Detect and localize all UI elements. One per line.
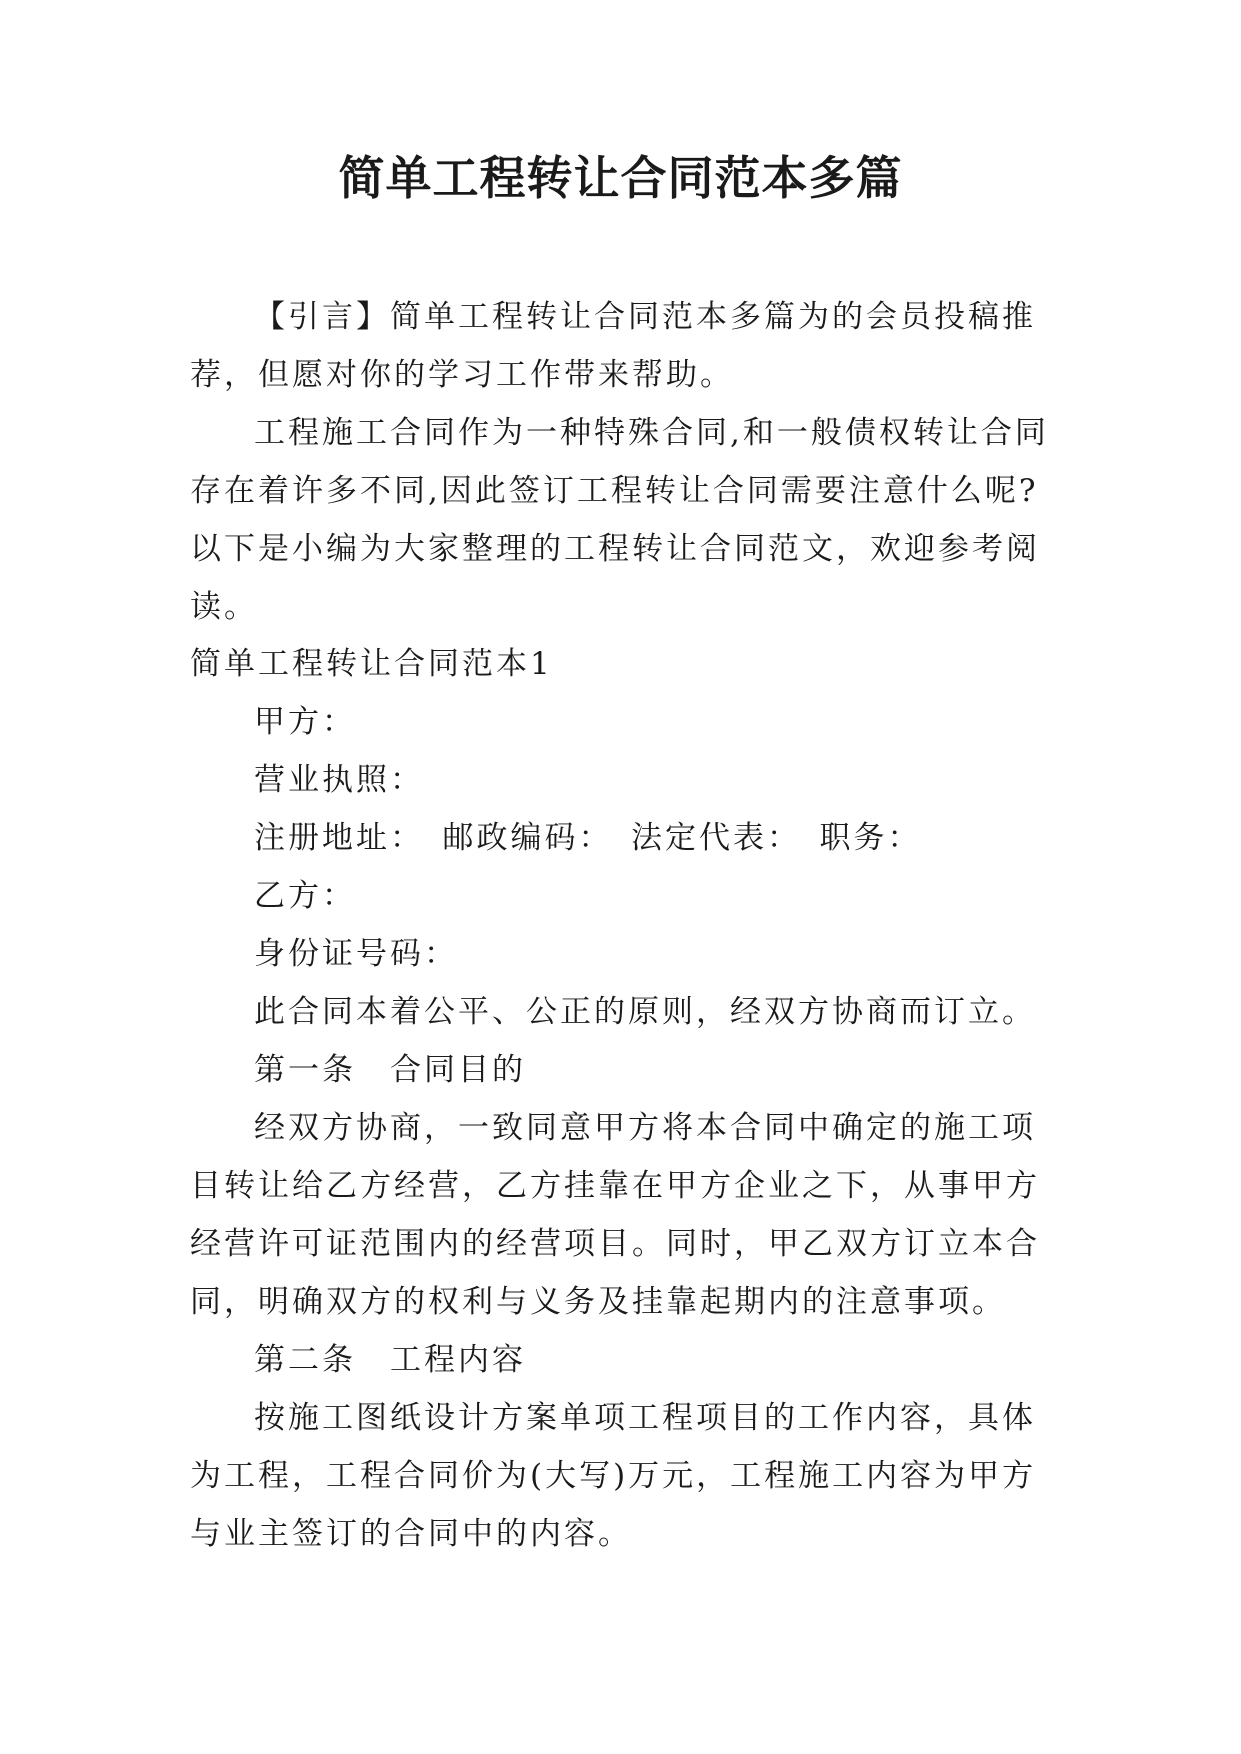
id-number-line: 身份证号码： — [254, 936, 458, 972]
document-title: 简单工程转让合同范本多篇 — [338, 151, 903, 205]
business-license-line: 营业执照： — [254, 762, 424, 798]
article-2-heading: 第二条 工程内容 — [254, 1342, 526, 1378]
principle-paragraph: 此合同本着公平、公正的原则，经双方协商而订立。 — [254, 994, 1036, 1030]
party-a-line: 甲方： — [254, 704, 356, 740]
party-b-line: 乙方： — [254, 878, 356, 914]
intro-paragraph: 工程施工合同作为一种特殊合同,和一般债权转让合同存在着许多不同,因此签订工程转让合同需要注意什么呢?以下是小编为大家整理的工程转让合同范文，欢迎参考阅读。 — [190, 415, 1049, 625]
article-2-paragraph: 按施工图纸设计方案单项工程项目的工作内容，具体为工程，工程合同价为(大写)万元，工程施工内容为甲方与业主签订的合同中的内容。 — [190, 1400, 1037, 1552]
intro-paragraph: 【引言】简单工程转让合同范本多篇为的会员投稿推荐，但愿对你的学习工作带来帮助。 — [190, 299, 1036, 393]
section-heading: 简单工程转让合同范本1 — [190, 646, 553, 682]
registered-address-line: 注册地址： 邮政编码： 法定代表： 职务： — [254, 820, 922, 856]
article-1-paragraph: 经双方协商，一致同意甲方将本合同中确定的施工项目转让给乙方经营，乙方挂靠在甲方企业之下，从事甲方经营许可证范围内的经营项目。同时，甲乙双方订立本合同，明确双方的权利与义务及挂靠起期内的注意事项。 — [190, 1110, 1040, 1320]
article-1-heading: 第一条 合同目的 — [254, 1052, 526, 1088]
intro-section — [190, 288, 1060, 636]
contract-section — [190, 635, 1060, 1563]
